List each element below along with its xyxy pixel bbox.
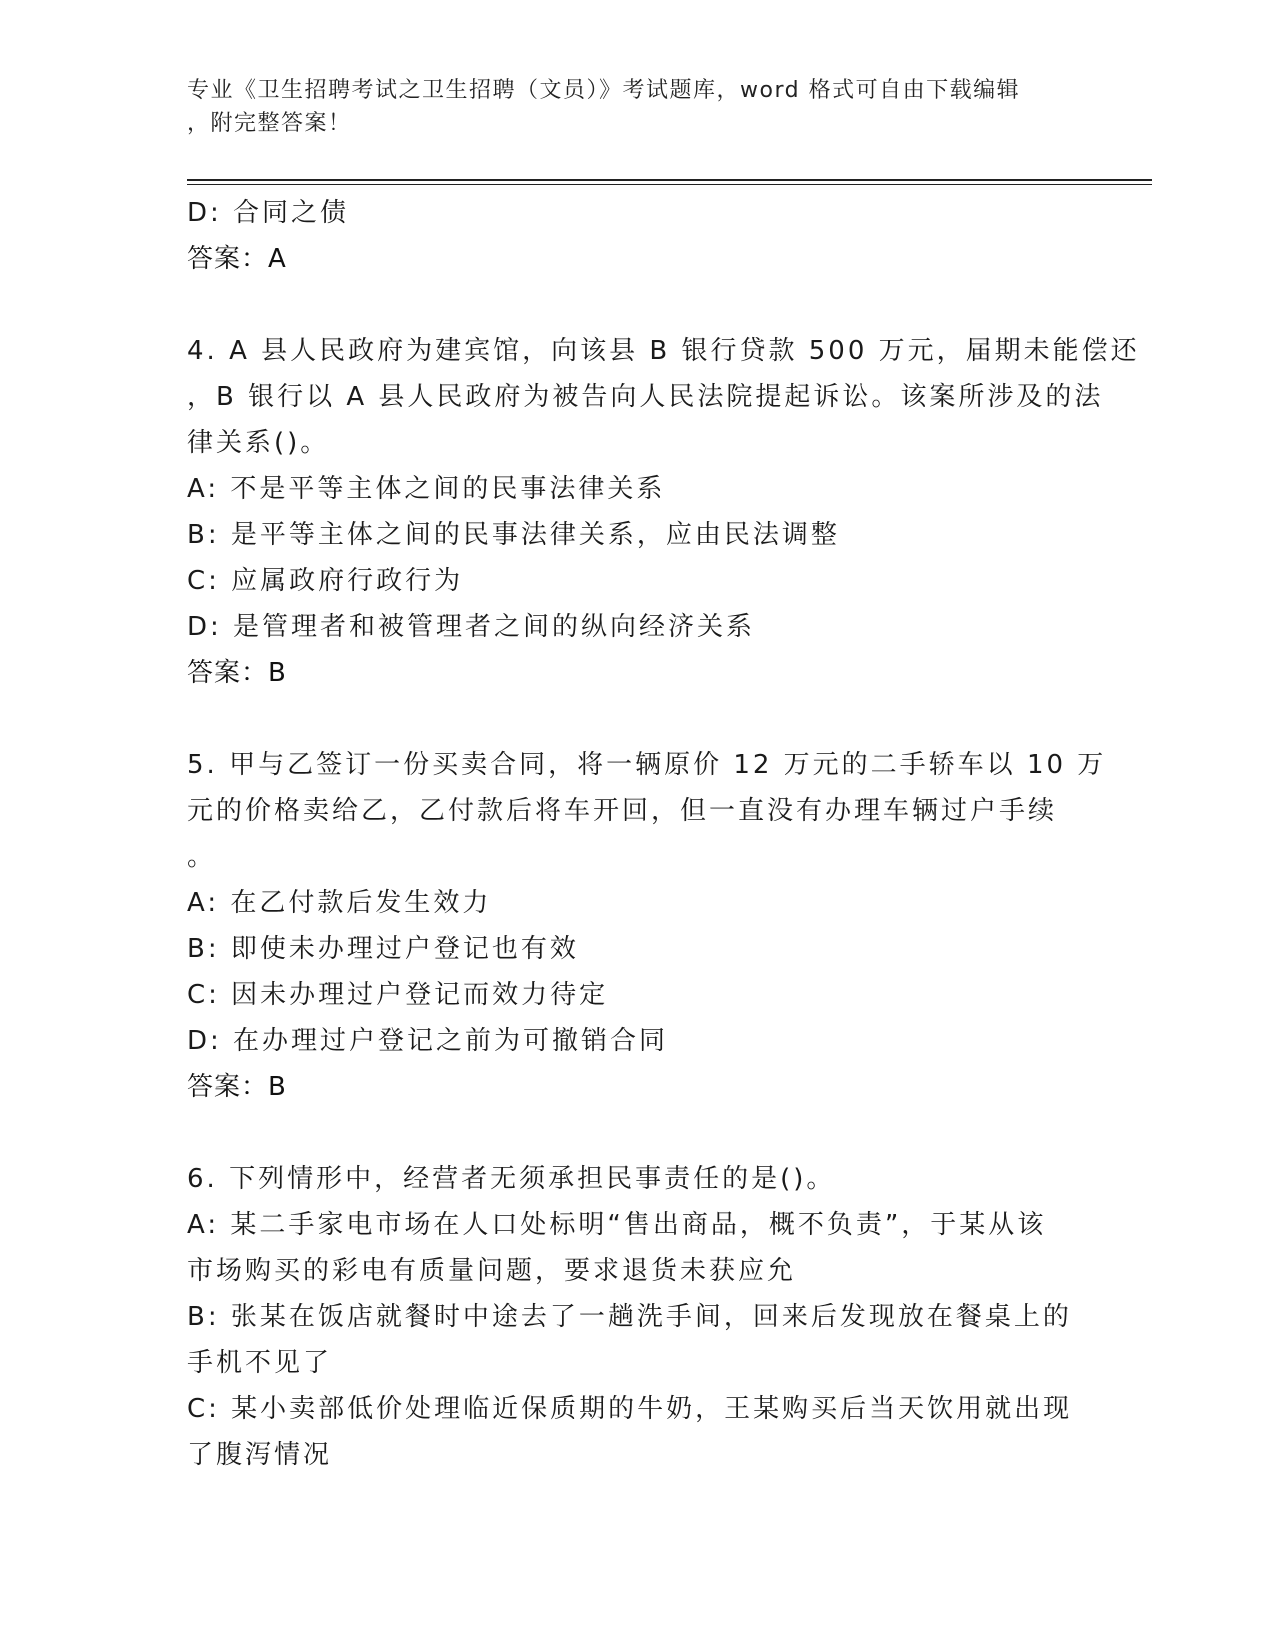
question-stem-line: 5. 甲与乙签订一份买卖合同，将一辆原价 12 万元的二手轿车以 10 万 [187, 750, 1107, 780]
option-d: D: 是管理者和被管理者之间的纵向经济关系 [187, 612, 756, 642]
question-stem-line: ，B 银行以 A 县人民政府为被告向人民法院提起诉讼。该案所涉及的法 [187, 382, 1104, 412]
question-stem-line: 元的价格卖给乙，乙付款后将车开回，但一直没有办理车辆过户手续 [187, 796, 1058, 826]
question-stem-line: 6. 下列情形中，经营者无须承担民事责任的是()。 [187, 1164, 836, 1194]
option-a: A: 不是平等主体之间的民事法律关系 [187, 474, 666, 504]
question-stem-line: 。 [187, 842, 217, 872]
option-a: A: 某二手家电市场在人口处标明“售出商品，概不负责”，于某从该 [187, 1210, 1047, 1240]
option-c: C: 因未办理过户登记而效力待定 [187, 980, 609, 1010]
option-b: B: 张某在饭店就餐时中途去了一趟洗手间，回来后发现放在餐桌上的 [187, 1302, 1072, 1332]
option-c: C: 某小卖部低价处理临近保质期的牛奶，王某购买后当天饮用就出现 [187, 1394, 1073, 1424]
question-stem-line: 律关系()。 [187, 428, 330, 458]
answer-line: 答案：B [187, 658, 287, 688]
question-6 [187, 1156, 1087, 1478]
header-rule-thin [187, 184, 1152, 185]
option-b: B: 即使未办理过户登记也有效 [187, 934, 579, 964]
answer-line: 答案：B [187, 1072, 287, 1102]
header-line-1: 专业《卫生招聘考试之卫生招聘（文员）》考试题库，word 格式可自由下载编辑 [187, 78, 1021, 103]
option-d: D: 在办理过户登记之前为可撤销合同 [187, 1026, 669, 1056]
question-5 [187, 742, 1107, 1110]
option-a-continued: 市场购买的彩电有质量问题，要求退货未获应允 [187, 1256, 797, 1286]
question-4 [187, 328, 1140, 696]
page-header [187, 74, 1087, 140]
answer-line: 答案：A [187, 244, 287, 274]
question-stem-line: 4. A 县人民政府为建宾馆，向该县 B 银行贷款 500 万元，届期未能偿还 [187, 336, 1140, 366]
option-d: D: 合同之债 [187, 198, 350, 228]
option-c: C: 应属政府行政行为 [187, 566, 464, 596]
previous-question-tail [187, 190, 1087, 282]
option-b-continued: 手机不见了 [187, 1348, 333, 1378]
option-b: B: 是平等主体之间的民事法律关系，应由民法调整 [187, 520, 840, 550]
option-c-continued: 了腹泻情况 [187, 1440, 333, 1470]
document-body [187, 190, 1140, 1478]
option-a: A: 在乙付款后发生效力 [187, 888, 492, 918]
header-line-2: ，附完整答案！ [187, 111, 352, 136]
header-rule-thick [187, 179, 1152, 181]
